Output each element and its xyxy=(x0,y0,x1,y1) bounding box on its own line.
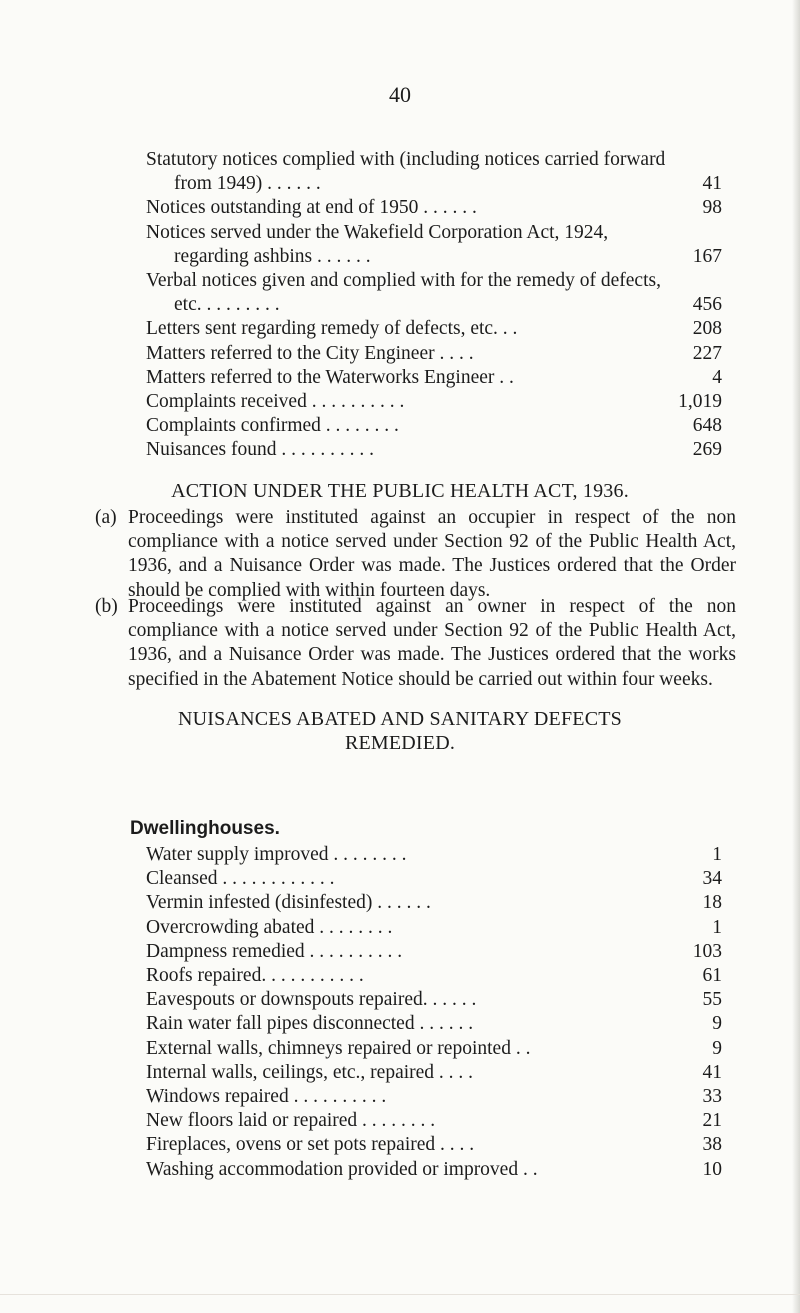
heading-line: NUISANCES ABATED AND SANITARY DEFECTS xyxy=(178,708,622,730)
row-label: Roofs repaired. . . . . . . . . . . xyxy=(146,965,364,987)
page-edge-shadow xyxy=(792,0,800,1313)
row-label: Notices served under the Wakefield Corporation Act, 1924, regarding ashbins . . . . . . xyxy=(146,221,609,267)
row-label: Washing accommodation provided or improved . . xyxy=(146,1158,538,1180)
row-label: Rain water fall pipes disconnected . . . . . . xyxy=(146,1013,474,1035)
row-value: 4 xyxy=(712,366,722,388)
row-value: 456 xyxy=(692,294,722,316)
row-value: 167 xyxy=(692,245,722,267)
row-label: Overcrowding abated . . . . . . . . xyxy=(146,916,393,938)
row-label: Cleansed . . . . . . . . . . . . xyxy=(146,868,335,890)
row-value: 41 xyxy=(702,1061,722,1083)
row-label: Vermin infested (disinfested) . . . . . . xyxy=(146,892,431,914)
row-label: Internal walls, ceilings, etc., repaired . . . . xyxy=(146,1061,474,1083)
row-label: Statutory notices complied with (including notices carried forward from 1949) . . . . . . xyxy=(146,149,666,195)
row-label: Verbal notices given and complied with for the remedy of defects, etc. . . . . . . . . xyxy=(146,270,661,316)
table-row xyxy=(146,843,736,867)
row-value: 98 xyxy=(702,197,722,219)
row-value: 18 xyxy=(702,892,722,914)
row-value: 55 xyxy=(702,989,722,1011)
paragraph-text: Proceedings were instituted against an occupier in respect of the non compliance with a notice served under Section 92 of the Public Health Act, 1936, and a Nuisance Order was made. The Justices ordered that the Order should be complied with within fourteen days. xyxy=(128,507,736,601)
paragraph-a xyxy=(95,506,736,603)
row-value: 648 xyxy=(692,415,722,437)
row-value: 9 xyxy=(712,1037,722,1059)
row-value: 269 xyxy=(692,439,722,461)
row-value: 227 xyxy=(692,342,722,364)
section-heading-public-health-act: ACTION UNDER THE PUBLIC HEALTH ACT, 1936. xyxy=(171,480,629,502)
row-label: New floors laid or repaired . . . . . . . . xyxy=(146,1110,436,1132)
heading-line: REMEDIED. xyxy=(344,732,456,754)
paragraph-b xyxy=(95,595,736,692)
table-row xyxy=(146,1133,736,1157)
table-row xyxy=(146,366,736,390)
row-label: Letters sent regarding remedy of defects, etc. . . xyxy=(146,318,518,340)
row-value: 21 xyxy=(702,1110,722,1132)
row-label: Dampness remedied . . . . . . . . . . xyxy=(146,940,403,962)
table-row xyxy=(146,1085,736,1109)
table-row xyxy=(146,1158,736,1182)
row-label: Fireplaces, ovens or set pots repaired . . . . xyxy=(146,1134,475,1156)
table-row xyxy=(146,1012,736,1036)
table-row xyxy=(146,196,736,220)
table-row xyxy=(146,916,736,940)
row-value: 61 xyxy=(702,965,722,987)
row-value: 38 xyxy=(702,1134,722,1156)
row-label: Windows repaired . . . . . . . . . . xyxy=(146,1086,387,1108)
table-row xyxy=(146,438,736,462)
row-value: 208 xyxy=(692,318,722,340)
row-label: External walls, chimneys repaired or repointed . . xyxy=(146,1037,531,1059)
row-value: 41 xyxy=(702,173,722,195)
row-value: 1 xyxy=(712,916,722,938)
defects-table xyxy=(146,843,736,1182)
table-row xyxy=(146,1109,736,1133)
statistics-table xyxy=(146,148,736,463)
table-row xyxy=(146,148,736,196)
table-row xyxy=(146,940,736,964)
row-label: Eavespouts or downspouts repaired. . . . . . xyxy=(146,989,477,1011)
row-label: Matters referred to the Waterworks Engineer . . xyxy=(146,366,514,388)
row-value: 10 xyxy=(702,1158,722,1180)
row-label: Notices outstanding at end of 1950 . . . . . . xyxy=(146,197,477,219)
section-heading-nuisances xyxy=(0,707,800,755)
table-row xyxy=(146,1037,736,1061)
table-row xyxy=(146,988,736,1012)
table-row xyxy=(146,269,736,317)
table-row xyxy=(146,414,736,438)
row-label: Water supply improved . . . . . . . . xyxy=(146,844,407,865)
row-value: 103 xyxy=(692,940,722,962)
row-value: 34 xyxy=(702,868,722,890)
row-label: Matters referred to the City Engineer . . . . xyxy=(146,342,474,364)
table-row xyxy=(146,964,736,988)
page-bottom-divider xyxy=(0,1294,800,1295)
table-row xyxy=(146,867,736,891)
table-row xyxy=(146,1061,736,1085)
table-row xyxy=(146,891,736,915)
row-label: Complaints confirmed . . . . . . . . xyxy=(146,415,399,437)
paragraph-text: Proceedings were instituted against an owner in respect of the non compliance with a notice served under Section 92 of the Public Health Act, 1936, and a Nuisance Order was made. The Justices ordered that the works specified in the Abatement Notice should be carried out within four weeks. xyxy=(128,596,736,690)
table-row xyxy=(146,342,736,366)
paragraph-marker: (a) xyxy=(95,507,117,528)
row-value: 1 xyxy=(712,844,722,865)
page-number: 40 xyxy=(389,82,411,107)
paragraph-marker: (b) xyxy=(95,596,118,617)
subheading-dwellinghouses: Dwellinghouses. xyxy=(130,818,280,839)
row-value: 9 xyxy=(712,1013,722,1035)
table-row xyxy=(146,390,736,414)
table-row xyxy=(146,221,736,269)
row-value: 33 xyxy=(702,1086,722,1108)
row-label: Nuisances found . . . . . . . . . . xyxy=(146,439,375,461)
table-row xyxy=(146,317,736,341)
row-value: 1,019 xyxy=(678,391,722,413)
row-label: Complaints received . . . . . . . . . . xyxy=(146,391,405,413)
